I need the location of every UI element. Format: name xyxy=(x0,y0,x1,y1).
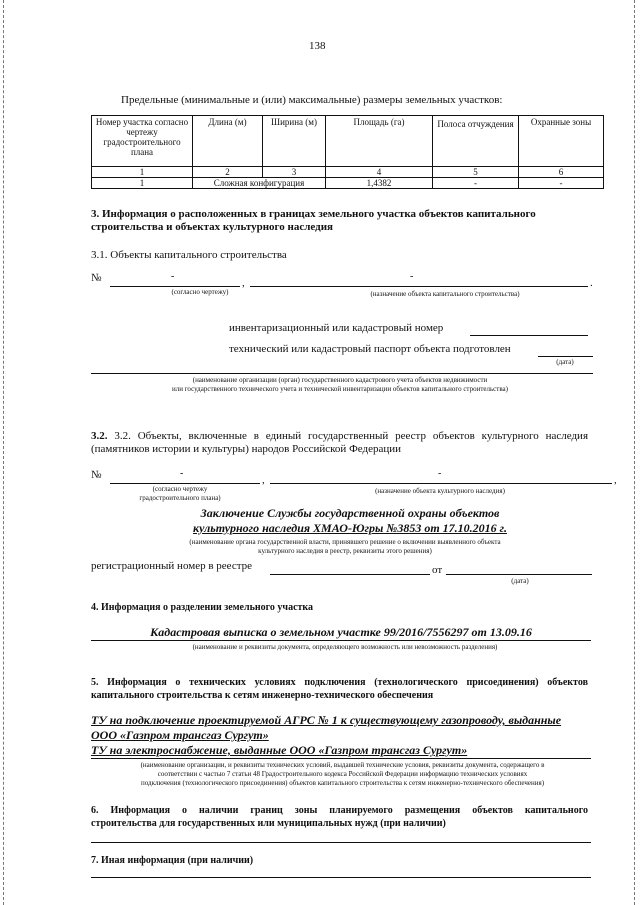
s6-title-line1: 6. Информация о наличии границ зоны планируемого размещения объектов капитального xyxy=(91,805,588,816)
s4-value: Кадастровая выписка о земельном участке 99/2016/7556297 от 13.09.16 xyxy=(150,625,532,639)
scan-edge-left xyxy=(3,0,4,905)
sizes-table-number-row xyxy=(92,167,604,178)
s31-cap-org-line1: (наименование организации (орган) государственного кадастрового учета объектов недвижимости xyxy=(192,376,488,384)
sizes-table-data-row xyxy=(92,178,604,189)
s5-title-line1: 5. Информация о технических условиях подключения (технологического присоединения) объектов xyxy=(91,677,588,688)
s31-purpose-value: - xyxy=(410,271,414,282)
cell-area: 1,4382 xyxy=(326,178,433,189)
s32-cap-drawing-line2: градостроительного плана) xyxy=(139,494,221,502)
s5-cap-line1: (наименование организации, и реквизиты технических условий, выдавшей технические условия, реквизиты документа, содержащего в xyxy=(140,761,545,769)
cell-strip: - xyxy=(433,178,519,189)
header-strip: Полоса отчуждения xyxy=(433,116,519,167)
s32-comma: , xyxy=(262,474,265,486)
s32-cap-organ-line1: (наименование органа государственной власти, принявшего решение о включении выявленного объекта xyxy=(189,538,501,546)
s4-title: 4. Информация о разделении земельного участка xyxy=(91,602,314,613)
s31-period: . xyxy=(590,277,593,289)
s31-inventory-label: инвентаризационный или кадастровый номер xyxy=(229,322,444,334)
s32-conclusion-line2: культурного наследия ХМАО-Югры №3853 от 17.10.2016 г. xyxy=(193,521,507,535)
col-number-1: 1 xyxy=(92,167,193,178)
s31-cap-org-line2: или государственного технического учета и технической инвентаризации объектов капитального строительства) xyxy=(171,385,508,393)
s7-line xyxy=(91,877,591,878)
sizes-table xyxy=(91,115,604,189)
col-number-4: 4 xyxy=(326,167,433,178)
s31-inventory-line xyxy=(470,335,588,336)
sizes-table-header-row xyxy=(92,116,604,167)
s31-no-value: - xyxy=(171,271,175,282)
s32-reg-label: регистрационный номер в реестре xyxy=(91,560,253,572)
s5-value-line3: ТУ на электроснабжение, выданные ООО «Газпром трансгаз Сургут» xyxy=(91,743,468,757)
s5-line xyxy=(91,758,591,759)
s32-no-value: - xyxy=(180,468,184,479)
s31-no-label: № xyxy=(91,272,102,284)
s5-value-line1: ТУ на подключение проектируемой АГРС № 1 к существующему газопроводу, выданные xyxy=(91,713,562,727)
col-number-2: 2 xyxy=(193,167,263,178)
s32-from-label: от xyxy=(432,564,443,576)
header-length: Длина (м) xyxy=(193,116,263,167)
sizes-heading: Предельные (минимальные и (или) максимальные) размеры земельных участков: xyxy=(121,94,503,106)
s31-comma: , xyxy=(242,277,245,289)
header-width: Ширина (м) xyxy=(263,116,326,167)
s32-cap-drawing-line1: (согласно чертежу xyxy=(152,485,208,493)
header-plot-number: Номер участка согласно чертежу градостроительного плана xyxy=(92,116,193,167)
s6-title-line2: строительства для государственных или муниципальных нужд (при наличии) xyxy=(91,818,446,829)
cell-zones: - xyxy=(519,178,604,189)
s3-title-line2: строительства и объектах культурного наследия xyxy=(91,221,334,233)
s31-passport-line xyxy=(538,356,593,357)
s5-cap-line2: соответствии с частью 7 статьи 48 Градостроительного кодекса Российской Федерации информацию технических условиях xyxy=(157,770,528,778)
s31-passport-label: технический или кадастровый паспорт объекта подготовлен xyxy=(229,343,511,355)
s31-cap-date: (дата) xyxy=(556,358,574,366)
s4-caption: (наименование и реквизиты документа, определяющего возможность или невозможность разделения) xyxy=(192,643,498,651)
s4-line xyxy=(91,640,591,641)
s5-title-line2: капитального строительства к сетям инженерно-технического обеспечения xyxy=(91,690,434,701)
cell-plot: 1 xyxy=(92,178,193,189)
s32-period: , xyxy=(614,474,617,486)
s32-purpose-line xyxy=(270,483,612,484)
s32-cap-date: (дата) xyxy=(511,577,529,585)
page-number: 138 xyxy=(309,40,326,52)
s32-date-line xyxy=(446,574,592,575)
s32-no-line xyxy=(110,483,260,484)
s31-purpose-line xyxy=(250,286,588,287)
s31-title: 3.1. Объекты капитального строительства xyxy=(91,249,287,261)
s5-value-line2: ООО «Газпром трансгаз Сургут» xyxy=(91,728,269,742)
s32-reg-line xyxy=(270,574,430,575)
s5-cap-line3: подключения (технологического присоединения) объектов капитального строительства к сетям инженерно-технического обеспечения) xyxy=(140,779,545,787)
s31-cap-purpose: (назначение объекта капитального строительства) xyxy=(370,290,520,298)
s6-line xyxy=(91,842,591,843)
col-number-6: 6 xyxy=(519,167,604,178)
cell-config: Сложная конфигурация xyxy=(193,178,326,189)
s7-title: 7. Иная информация (при наличии) xyxy=(91,855,254,866)
s31-cap-drawing: (согласно чертежу) xyxy=(171,288,229,296)
s3-title-line1: 3. Информация о расположенных в границах земельного участка объектов капитального xyxy=(91,208,536,220)
s32-title-line2: (памятников истории и культуры) народов Российской Федерации xyxy=(91,443,402,455)
scan-edge-right xyxy=(634,0,635,905)
s32-title-line1: 3.2. 3.2. Объекты, включенные в единый государственный реестр объектов культурного наследия xyxy=(91,430,588,442)
s32-no-label: № xyxy=(91,469,102,481)
s32-purpose-value: - xyxy=(438,468,442,479)
header-zones: Охранные зоны xyxy=(519,116,604,167)
header-area: Площадь (га) xyxy=(326,116,433,167)
s32-cap-purpose: (назначение объекта культурного наследия) xyxy=(375,487,505,495)
col-number-5: 5 xyxy=(433,167,519,178)
s32-conclusion-line1: Заключение Службы государственной охраны объектов xyxy=(200,506,500,520)
col-number-3: 3 xyxy=(263,167,326,178)
s31-org-line xyxy=(91,373,593,374)
s31-no-line xyxy=(110,286,240,287)
s32-cap-organ-line2: культурного наследия в реестр, реквизиты этого решения) xyxy=(258,547,432,555)
